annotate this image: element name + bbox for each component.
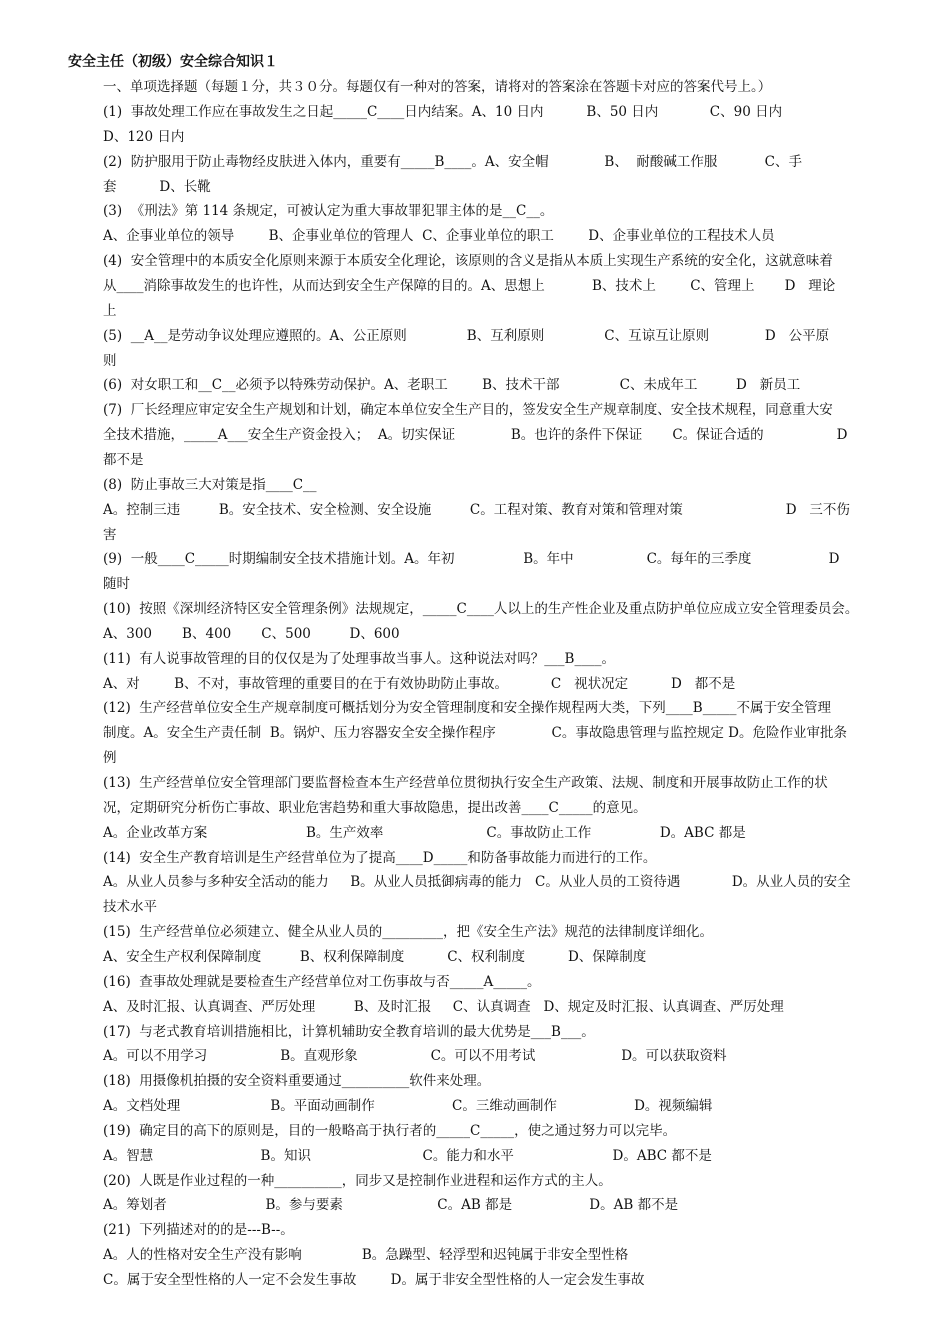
text-line: A。筹划者 B。参与要素 C。AB 都是 D。AB 都不是 — [103, 1197, 679, 1214]
text-line: (12) 生产经营单位安全生产规章制度可概括划分为安全管理制度和安全操作规程两大类，下列____B_____不属于安全管理 — [103, 700, 831, 717]
text-line: 则 — [103, 352, 117, 369]
text-line: (4) 安全管理中的本质安全化原则来源于本质安全化理论，该原则的含义是指从本质上实现生产系统的安全化，这就意味着 — [103, 253, 833, 270]
text-line: A。可以不用学习 B。直观形象 C。可以不用考试 D。可以获取资料 — [103, 1048, 727, 1065]
text-line: A、300 B、400 C、500 D、600 — [103, 625, 400, 642]
text-line: A。文档处理 B。平面动画制作 C。三维动画制作 D。视频编辑 — [103, 1098, 713, 1114]
text-line: (10) 按照《深圳经济特区安全管理条例》法规规定，_____C____人以上的生产性企业及重点防护单位应成立安全管理委员会。 — [103, 601, 859, 617]
text-line: A、安全生产权利保障制度 B、权利保障制度 C、权利制度 D、保障制度 — [103, 948, 647, 965]
text-line: A、企事业单位的领导 B、企事业单位的管理人 C、企事业单位的职工 D、企事业单位的工程技术人员 — [103, 228, 775, 245]
text-line: (11) 有人说事故管理的目的仅仅是为了处理事故当事人。这种说法对吗？___B____。 — [103, 650, 615, 667]
text-line: (16) 查事故处理就是要检查生产经营单位对工伤事故与否_____A_____。 — [103, 973, 541, 990]
section-heading: 一、单项选择题（每题１分，共３０分。每题仅有一种对的答案，请将对的答案涂在答题卡对应的答案代号上。） — [103, 79, 772, 95]
text-line: 套 D、长靴 — [103, 178, 211, 195]
text-line: 例 — [103, 750, 117, 767]
text-line: A。从业人员参与多种安全活动的能力 B。从业人员抵御病毒的能力 C。从业人员的工资待遇 D。从业人员的安全 — [103, 874, 851, 891]
text-line: 技术水平 — [103, 899, 157, 916]
text-line: C。属于安全型性格的人一定不会发生事故 D。属于非安全型性格的人一定会发生事故 — [103, 1272, 645, 1288]
text-line: (5) __A__是劳动争议处理应遵照的。A、公正原则 B、互利原则 C、互谅互让原则 D 公平原 — [103, 327, 830, 344]
text-line: 上 — [103, 302, 117, 319]
text-line: A。控制三违 B。安全技术、安全检测、安全设施 C。工程对策、教育对策和管理对策 D 三不伤 — [103, 501, 850, 518]
text-line: 制度。A。安全生产责任制 B。锅炉、压力容器安全安全操作程序 C。事故隐患管理与监控规定 D。危险作业审批条 — [103, 725, 847, 742]
text-line: D、120 日内 — [103, 128, 185, 145]
text-line: (21) 下列描述对的的是---B--。 — [103, 1222, 294, 1239]
document-title: 安全主任（初级）安全综合知识１ — [68, 54, 278, 70]
text-line: (3) 《刑法》第 114 条规定，可被认定为重大事故罪犯罪主体的是__C__。 — [103, 203, 554, 220]
text-line: (14) 安全生产教育培训是生产经营单位为了提高____D_____和防备事故能力而进行的工作。 — [103, 849, 657, 866]
text-line: A。智慧 B。知识 C。能力和水平 D。ABC 都不是 — [103, 1147, 712, 1164]
text-line: (8) 防止事故三大对策是指____C__ — [103, 476, 317, 493]
text-line: 随时 — [103, 576, 130, 593]
text-line: 况，定期研究分析伤亡事故、职业危害趋势和重大事故隐患，提出改善____C_____的意见。 — [103, 799, 647, 816]
text-line: (18) 用摄像机拍摄的安全资料重要通过__________软件来处理。 — [103, 1073, 491, 1090]
text-line: A、及时汇报、认真调查、严厉处理 B、及时汇报 C、认真调查 D、规定及时汇报、认真调查、严厉处理 — [103, 998, 784, 1015]
text-line: 全技术措施，_____A___安全生产资金投入； A。切实保证 B。也许的条件下保证 C。保证合适的 D — [103, 427, 848, 444]
text-line: 都不是 — [103, 451, 144, 468]
text-line: A、对 B、不对，事故管理的重要目的在于有效协助防止事故。 C 视状况定 D 都不是 — [103, 675, 736, 692]
text-line: (6) 对女职工和__C__必须予以特殊劳动保护。A、老职工 B、技术干部 C、未成年工 D 新员工 — [103, 377, 801, 394]
text-line: (7) 厂长经理应审定安全生产规划和计划，确定本单位安全生产目的，签发安全生产规章制度、安全技术规程，同意重大安 — [103, 402, 833, 419]
text-line: (2) 防护服用于防止毒物经皮肤进入体内，重要有_____B____。A、安全帽 B、 耐酸碱工作服 C、手 — [103, 153, 802, 170]
text-line: (17) 与老式教育培训措施相比，计算机辅助安全教育培训的最大优势是___B___。 — [103, 1023, 595, 1040]
text-line: (20) 人既是作业过程的一种__________，同步又是控制作业进程和运作方式的主人。 — [103, 1172, 612, 1189]
text-line: 从____消除事故发生的也许性，从而达到安全生产保障的目的。A、思想上 B、技术上 C、管理上 D 理论 — [103, 278, 836, 294]
text-line: (1) 事故处理工作应在事故发生之日起_____C____日内结案。A、10 日内 B、50 日内 C、90 日内 — [103, 104, 783, 120]
text-line: (15) 生产经营单位必须建立、健全从业人员的_________，把《安全生产法》规范的法律制度详细化。 — [103, 924, 714, 941]
text-line: A。人的性格对安全生产没有影响 B。急躁型、轻浮型和迟钝属于非安全型性格 — [103, 1247, 629, 1264]
text-line: A。企业改革方案 B。生产效率 C。事故防止工作 D。ABC 都是 — [103, 824, 746, 841]
text-line: (19) 确定目的高下的原则是，目的一般略高于执行者的_____C_____，使之通过努力可以完毕。 — [103, 1122, 677, 1139]
text-line: (9) 一般____C_____时期编制安全技术措施计划。A。年初 B。年中 C。每年的三季度 D — [103, 551, 840, 568]
text-line: (13) 生产经营单位安全管理部门要监督检查本生产经营单位贯彻执行安全生产政策、法规、制度和开展事故防止工作的状 — [103, 775, 828, 791]
text-line: 害 — [103, 526, 117, 543]
